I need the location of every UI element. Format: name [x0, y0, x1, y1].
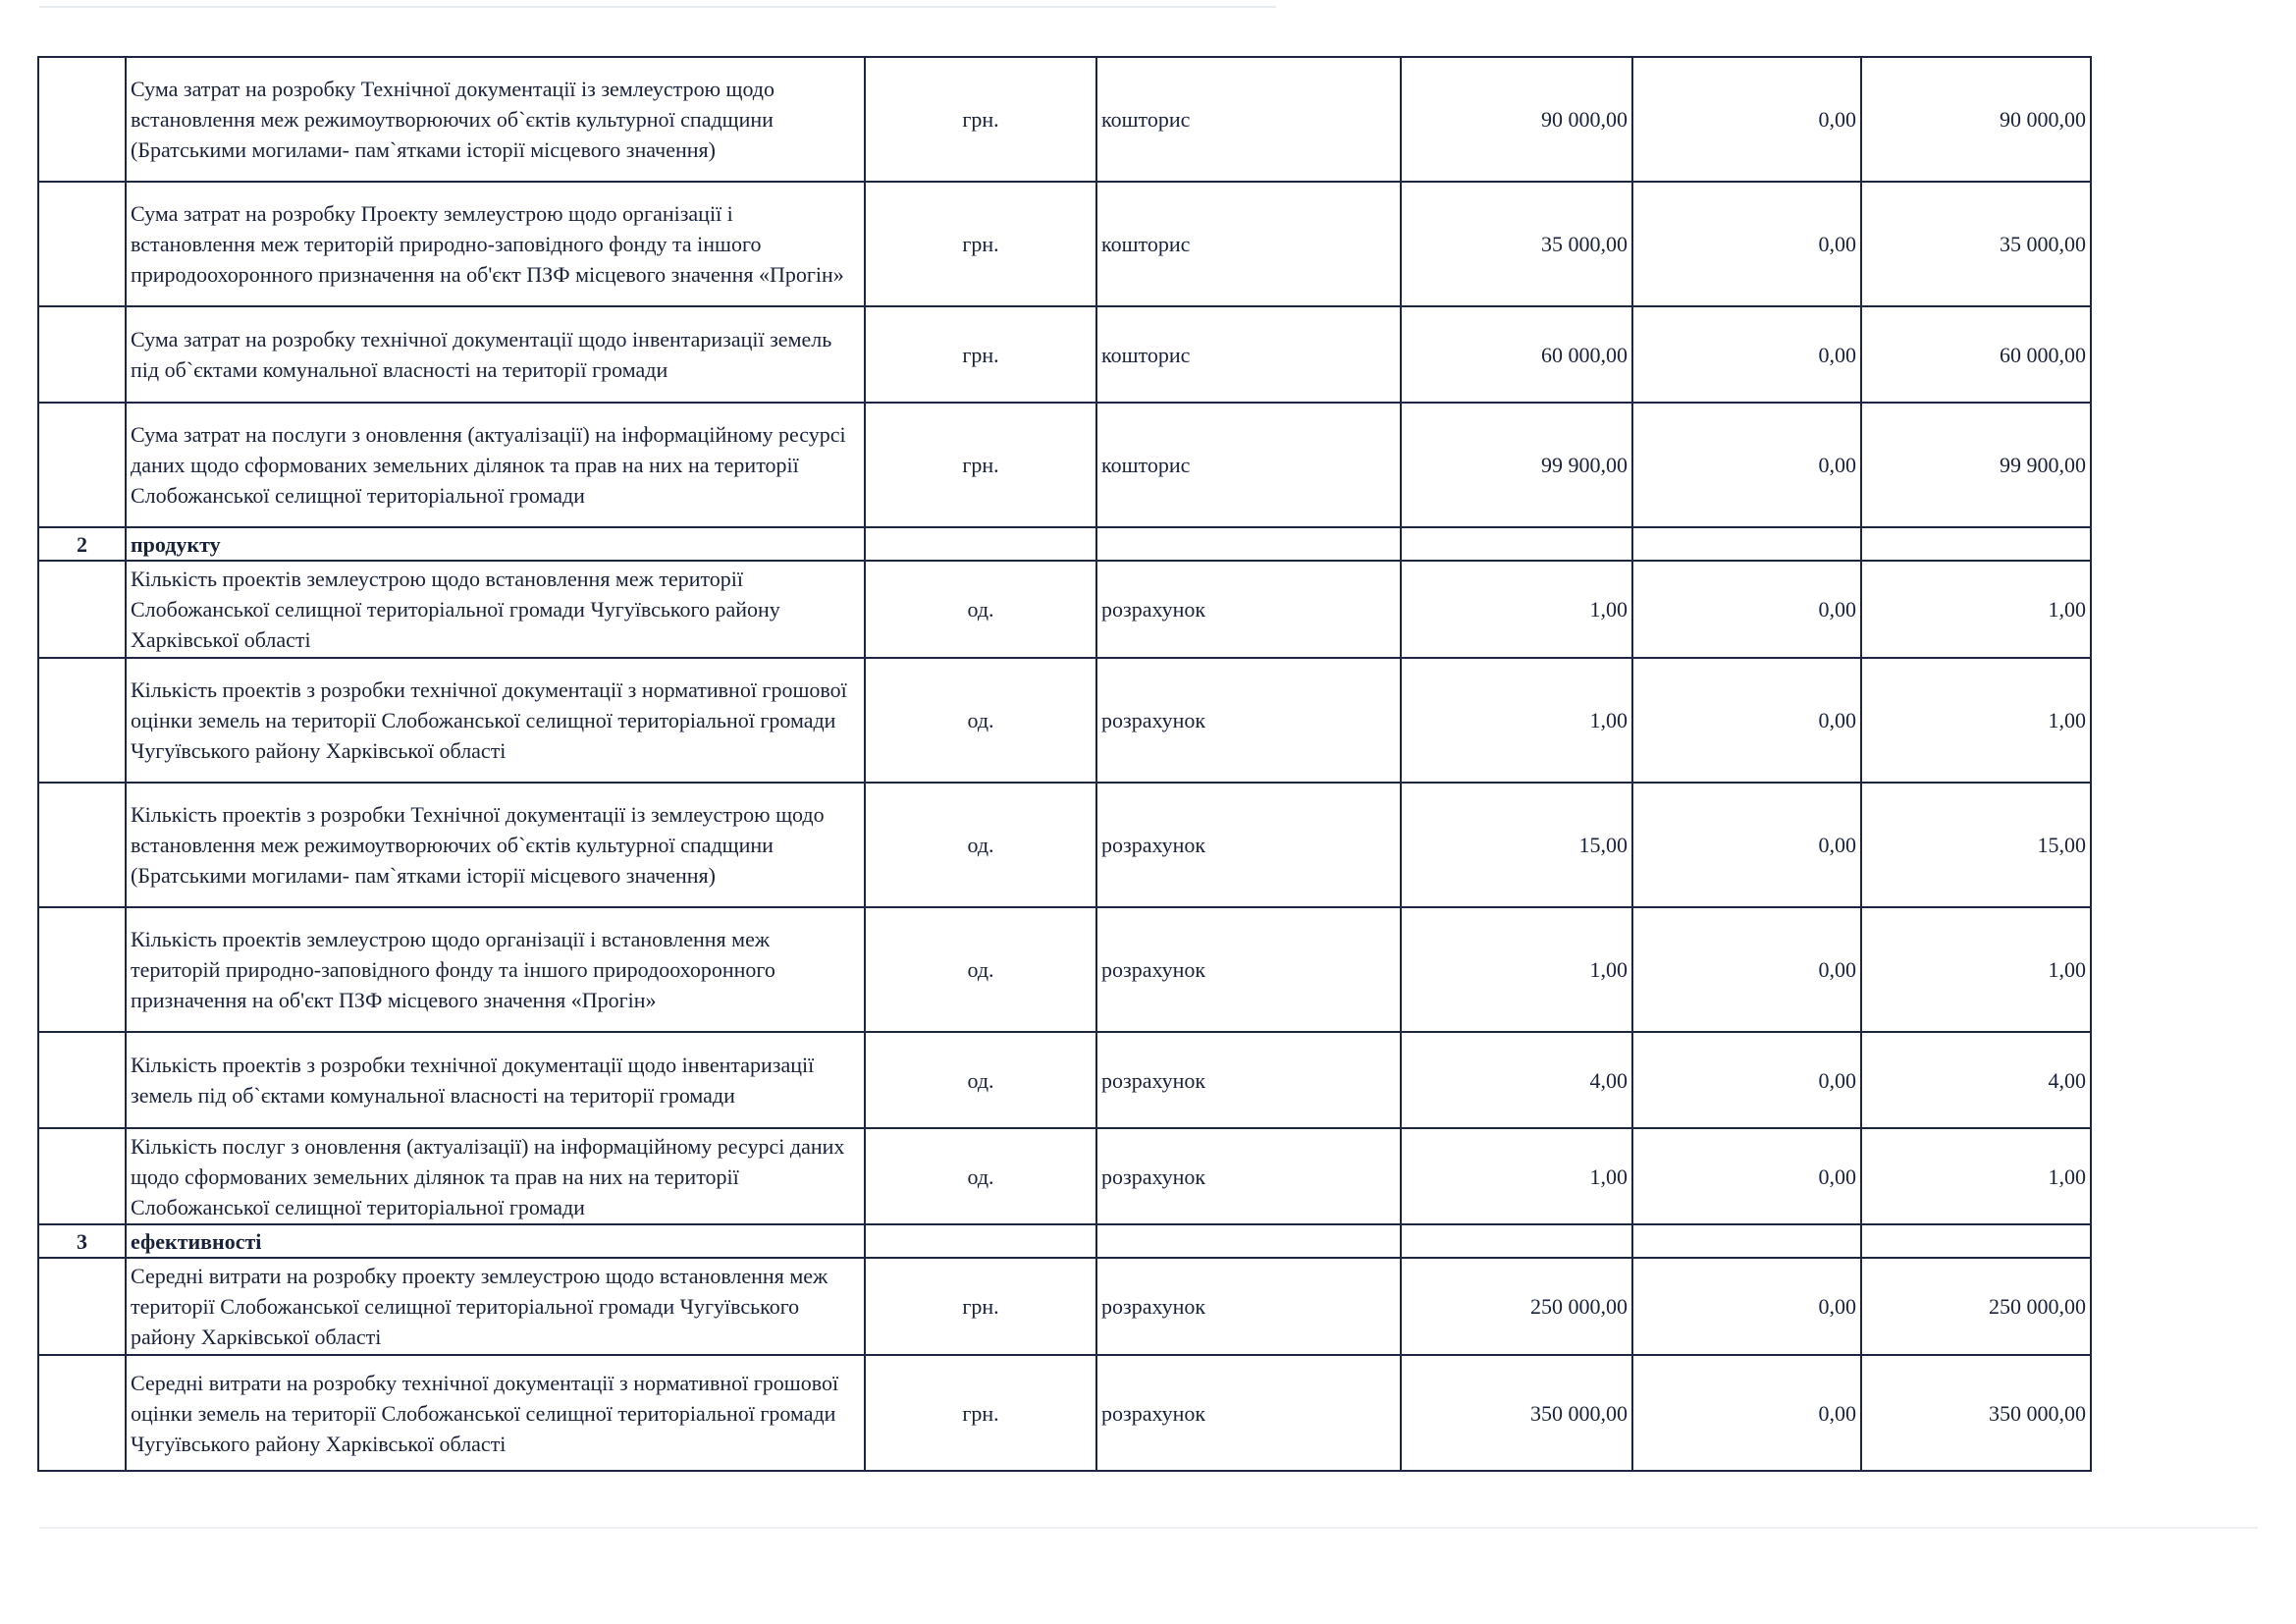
table-row: [38, 783, 2091, 907]
value-cell-2: 0,00: [1632, 182, 1861, 306]
unit-cell: [865, 527, 1096, 561]
value-cell-2: 0,00: [1632, 403, 1861, 527]
indicator-name: Сума затрат на розробку Проекту землеустрою щодо організації і встановлення меж територій природно-заповідного фонду та іншого природоохоронного призначення на об'єкт ПЗФ місцевого значення «Прогін»: [126, 182, 865, 306]
unit-cell: грн.: [865, 57, 1096, 182]
row-number: [38, 1032, 126, 1128]
section-title: ефективності: [126, 1224, 865, 1258]
row-number: [38, 658, 126, 783]
unit-cell: грн.: [865, 306, 1096, 403]
scan-artifact-top: [39, 6, 1276, 8]
source-cell: [1096, 1224, 1401, 1258]
value-cell-1: 350 000,00: [1401, 1355, 1632, 1471]
unit-cell: грн.: [865, 403, 1096, 527]
value-cell-2: 0,00: [1632, 306, 1861, 403]
section-number: 3: [38, 1224, 126, 1258]
table-row: [38, 306, 2091, 403]
value-cell-2: [1632, 1224, 1861, 1258]
value-cell-2: 0,00: [1632, 658, 1861, 783]
table-row: [38, 1032, 2091, 1128]
indicators-table: [37, 56, 2092, 1472]
indicator-name: Сума затрат на послуги з оновлення (актуалізації) на інформаційному ресурсі даних щодо сформованих земельних ділянок та прав на них на території Слобожанської селищної територіальної громади: [126, 403, 865, 527]
row-number: [38, 182, 126, 306]
source-cell: розрахунок: [1096, 1032, 1401, 1128]
value-cell-2: 0,00: [1632, 1032, 1861, 1128]
source-cell: розрахунок: [1096, 658, 1401, 783]
source-cell: кошторис: [1096, 306, 1401, 403]
value-cell-2: 0,00: [1632, 1355, 1861, 1471]
unit-cell: од.: [865, 907, 1096, 1032]
indicator-name: Кількість проектів з розробки технічної документації з нормативної грошової оцінки земель на території Слобожанської селищної територіальної громади Чугуївського району Харківської області: [126, 658, 865, 783]
table-row: [38, 907, 2091, 1032]
row-number: [38, 403, 126, 527]
value-cell-3: [1861, 1224, 2091, 1258]
value-cell-1: 250 000,00: [1401, 1258, 1632, 1355]
table-row: [38, 658, 2091, 783]
unit-cell: грн.: [865, 182, 1096, 306]
value-cell-1: [1401, 527, 1632, 561]
value-cell-2: 0,00: [1632, 1128, 1861, 1224]
table-row: [38, 561, 2091, 658]
section-row: [38, 527, 2091, 561]
scan-artifact-bottom: [39, 1527, 2258, 1529]
value-cell-1: 15,00: [1401, 783, 1632, 907]
source-cell: кошторис: [1096, 403, 1401, 527]
table-row: [38, 403, 2091, 527]
source-cell: [1096, 527, 1401, 561]
value-cell-3: 15,00: [1861, 783, 2091, 907]
table-row: [38, 1128, 2091, 1224]
indicator-name: Кількість проектів землеустрою щодо організації і встановлення меж територій природно-заповідного фонду та іншого природоохоронного призначення на об'єкт ПЗФ місцевого значення «Прогін»: [126, 907, 865, 1032]
row-number: [38, 783, 126, 907]
row-number: [38, 1258, 126, 1355]
indicator-name: Кількість проектів з розробки технічної документації щодо інвентаризації земель під об`єктами комунальної власності на території громади: [126, 1032, 865, 1128]
value-cell-3: 35 000,00: [1861, 182, 2091, 306]
value-cell-1: 1,00: [1401, 1128, 1632, 1224]
value-cell-1: 99 900,00: [1401, 403, 1632, 527]
table-row: [38, 1258, 2091, 1355]
unit-cell: од.: [865, 783, 1096, 907]
indicator-name: Сума затрат на розробку Технічної документації із землеустрою щодо встановлення меж режимоутворюючих об`єктів культурної спадщини (Братськими могилами- пам`ятками історії місцевого значення): [126, 57, 865, 182]
row-number: [38, 306, 126, 403]
value-cell-2: 0,00: [1632, 1258, 1861, 1355]
source-cell: кошторис: [1096, 57, 1401, 182]
unit-cell: од.: [865, 1032, 1096, 1128]
value-cell-2: 0,00: [1632, 57, 1861, 182]
value-cell-1: 1,00: [1401, 907, 1632, 1032]
section-row: [38, 1224, 2091, 1258]
value-cell-2: 0,00: [1632, 561, 1861, 658]
value-cell-2: 0,00: [1632, 907, 1861, 1032]
row-number: [38, 907, 126, 1032]
value-cell-3: 90 000,00: [1861, 57, 2091, 182]
value-cell-3: 1,00: [1861, 907, 2091, 1032]
table-row: [38, 57, 2091, 182]
value-cell-3: 60 000,00: [1861, 306, 2091, 403]
row-number: [38, 561, 126, 658]
value-cell-1: [1401, 1224, 1632, 1258]
value-cell-1: 1,00: [1401, 658, 1632, 783]
value-cell-3: 1,00: [1861, 561, 2091, 658]
table-row: [38, 182, 2091, 306]
unit-cell: грн.: [865, 1355, 1096, 1471]
source-cell: розрахунок: [1096, 1355, 1401, 1471]
value-cell-2: 0,00: [1632, 783, 1861, 907]
indicator-name: Кількість послуг з оновлення (актуалізації) на інформаційному ресурсі даних щодо сформованих земельних ділянок та прав на них на території Слобожанської селищної територіальної громади: [126, 1128, 865, 1224]
section-title: продукту: [126, 527, 865, 561]
table-row: [38, 1355, 2091, 1471]
value-cell-1: 60 000,00: [1401, 306, 1632, 403]
value-cell-2: [1632, 527, 1861, 561]
value-cell-3: 1,00: [1861, 1128, 2091, 1224]
row-number: [38, 1128, 126, 1224]
indicator-name: Кількість проектів з розробки Технічної документації із землеустрою щодо встановлення меж режимоутворюючих об`єктів культурної спадщини (Братськими могилами- пам`ятками історії місцевого значення): [126, 783, 865, 907]
row-number: [38, 1355, 126, 1471]
unit-cell: од.: [865, 1128, 1096, 1224]
value-cell-3: 1,00: [1861, 658, 2091, 783]
source-cell: розрахунок: [1096, 1128, 1401, 1224]
unit-cell: од.: [865, 561, 1096, 658]
source-cell: кошторис: [1096, 182, 1401, 306]
value-cell-1: 35 000,00: [1401, 182, 1632, 306]
section-number: 2: [38, 527, 126, 561]
unit-cell: од.: [865, 658, 1096, 783]
value-cell-1: 90 000,00: [1401, 57, 1632, 182]
value-cell-3: 250 000,00: [1861, 1258, 2091, 1355]
unit-cell: [865, 1224, 1096, 1258]
value-cell-3: 4,00: [1861, 1032, 2091, 1128]
value-cell-3: 99 900,00: [1861, 403, 2091, 527]
value-cell-1: 4,00: [1401, 1032, 1632, 1128]
indicator-name: Середні витрати на розробку проекту землеустрою щодо встановлення меж території Слобожанської селищної територіальної громади Чугуївського району Харківської області: [126, 1258, 865, 1355]
indicator-name: Середні витрати на розробку технічної документації з нормативної грошової оцінки земель на території Слобожанської селищної територіальної громади Чугуївського району Харківської області: [126, 1355, 865, 1471]
value-cell-3: 350 000,00: [1861, 1355, 2091, 1471]
indicator-name: Кількість проектів землеустрою щодо встановлення меж території Слобожанської селищної територіальної громади Чугуївського району Харківської області: [126, 561, 865, 658]
indicator-name: Сума затрат на розробку технічної документації щодо інвентаризації земель під об`єктами комунальної власності на території громади: [126, 306, 865, 403]
value-cell-1: 1,00: [1401, 561, 1632, 658]
source-cell: розрахунок: [1096, 907, 1401, 1032]
source-cell: розрахунок: [1096, 1258, 1401, 1355]
value-cell-3: [1861, 527, 2091, 561]
source-cell: розрахунок: [1096, 783, 1401, 907]
source-cell: розрахунок: [1096, 561, 1401, 658]
unit-cell: грн.: [865, 1258, 1096, 1355]
row-number: [38, 57, 126, 182]
